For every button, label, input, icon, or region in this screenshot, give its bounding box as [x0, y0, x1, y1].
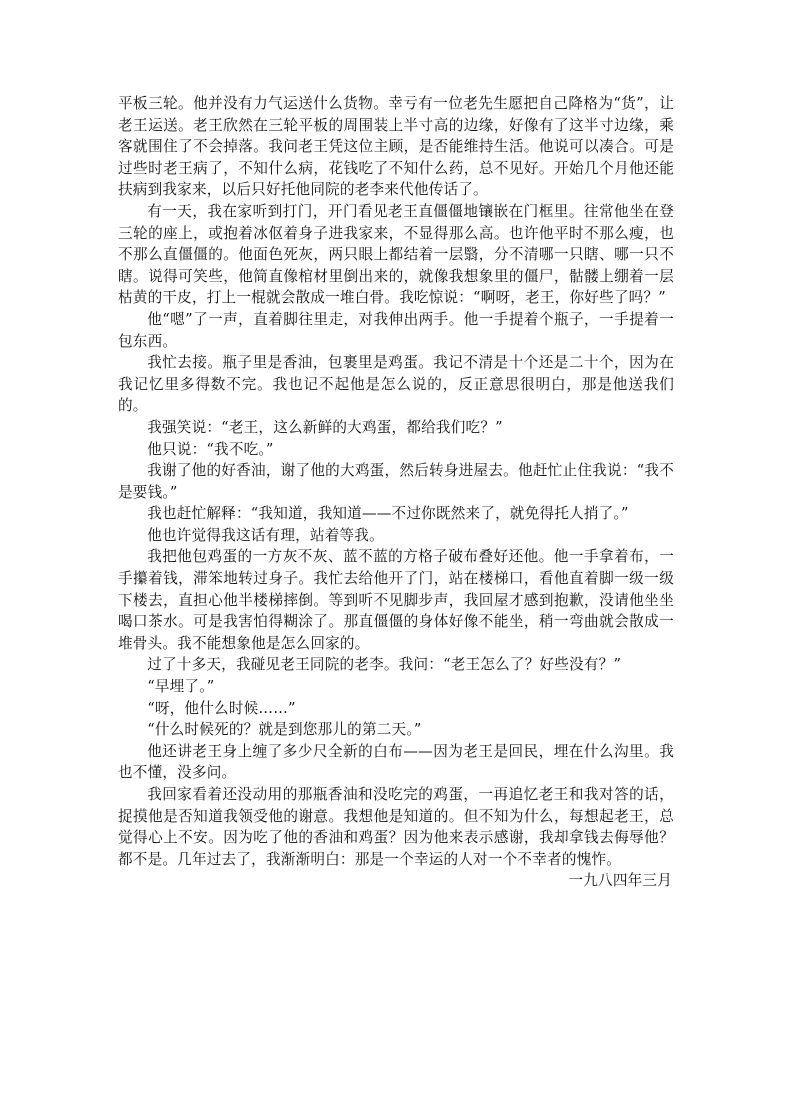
- paragraph-4: 我忙去接。瓶子里是香油，包裹里是鸡蛋。我记不清是十个还是二十个，因为在我记忆里多得数不完。我也记不起他是怎么说的，反正意思很明白，那是他送我们的。: [118, 354, 674, 415]
- paragraph-16: 我回家看着还没动用的那瓶香油和没吃完的鸡蛋，一再追忆老王和我对答的话，捉摸他是否知道我领受他的谢意。我想他是知道的。但不知为什么，每想起老王，总觉得心上不安。因为吃了他的香油和鸡蛋？因为他来表示感谢，我却拿钱去侮辱他？都不是。几年过去了，我渐渐明白：那是一个幸运的人对一个不幸者的愧怍。: [118, 786, 674, 868]
- paragraph-11: 过了十多天，我碰见老王同院的老李。我问：“老王怎么了？好些没有？”: [147, 656, 622, 674]
- paragraph-3: 他“嗯”了一声，直着脚往里走，对我伸出两手。他一手提着个瓶子，一手提着一包东西。: [118, 310, 674, 350]
- paragraph-10: 我把他包鸡蛋的一方灰不灰、蓝不蓝的方格子破布叠好还他。他一手拿着布，一手攥着钱，滞笨地转过身子。我忙去给他开了门，站在楼梯口，看他直着脚一级一级下楼去，直担心他半楼梯摔倒。等到听不见脚步声，我回屋才感到抱歉，没请他坐坐喝口茶水。可是我害怕得糊涂了。那直僵僵的身体好像不能坐，稍一弯曲就会散成一堆骨头。我不能想象他是怎么回家的。: [118, 548, 674, 652]
- paragraph-7: 我谢了他的好香油，谢了他的大鸡蛋，然后转身进屋去。他赶忙止住我说：“我不是要钱。”: [118, 462, 674, 501]
- paragraph-6: 他只说：“我不吃。”: [147, 440, 274, 458]
- paragraph-5: 我强笑说：“老王，这么新鲜的大鸡蛋，都给我们吃？”: [147, 418, 503, 436]
- date-line: 一九八四年三月: [568, 872, 672, 890]
- document-body: [118, 93, 674, 892]
- paragraph-14: “什么时候死的？就是到您那儿的第二天。”: [147, 721, 422, 739]
- paragraph-2: 有一天，我在家听到打门，开门看见老王直僵僵地镶嵌在门框里。往常他坐在登三轮的座上，或抱着冰伛着身子进我家来，不显得那么高。也许他平时不那么瘦，也不那么直僵僵的。他面色死灰，两只眼上都结着一层翳，分不清哪一只瞎、哪一只不瞎。说得可笑些，他简直像棺材里倒出来的，就像我想象里的僵尸，骷髅上绷着一层枯黄的干皮，打上一棍就会散成一堆白骨。我吃惊说：“啊呀，老王，你好些了吗？”: [118, 202, 674, 307]
- paragraph-8: 我也赶忙解释：“我知道，我知道——不过你既然来了，就免得托人捎了。”: [147, 505, 629, 523]
- paragraph-12: “早埋了。”: [147, 678, 215, 696]
- paragraph-13: “呀，他什么时候……”: [147, 699, 296, 717]
- paragraph-1: 平板三轮。他并没有力气运送什么货物。幸亏有一位老先生愿把自己降格为“货”，让老王运送。老王欣然在三轮平板的周围装上半寸高的边缘，好像有了这半寸边缘，乘客就围住了不会掉落。我问老王凭这位主顾，是否能维持生活。他说可以凑合。可是过些时老王病了，不知什么病，花钱吃了不知什么药，总不见好。开始几个月他还能扶病到我家来，以后只好托他同院的老李来代他传话了。: [118, 95, 674, 199]
- paragraph-15: 他还讲老王身上缠了多少尺全新的白布——因为老王是回民，埋在什么沟里。我也不懂，没多问。: [118, 742, 674, 782]
- paragraph-9: 他也许觉得我这话有理，站着等我。: [147, 526, 384, 544]
